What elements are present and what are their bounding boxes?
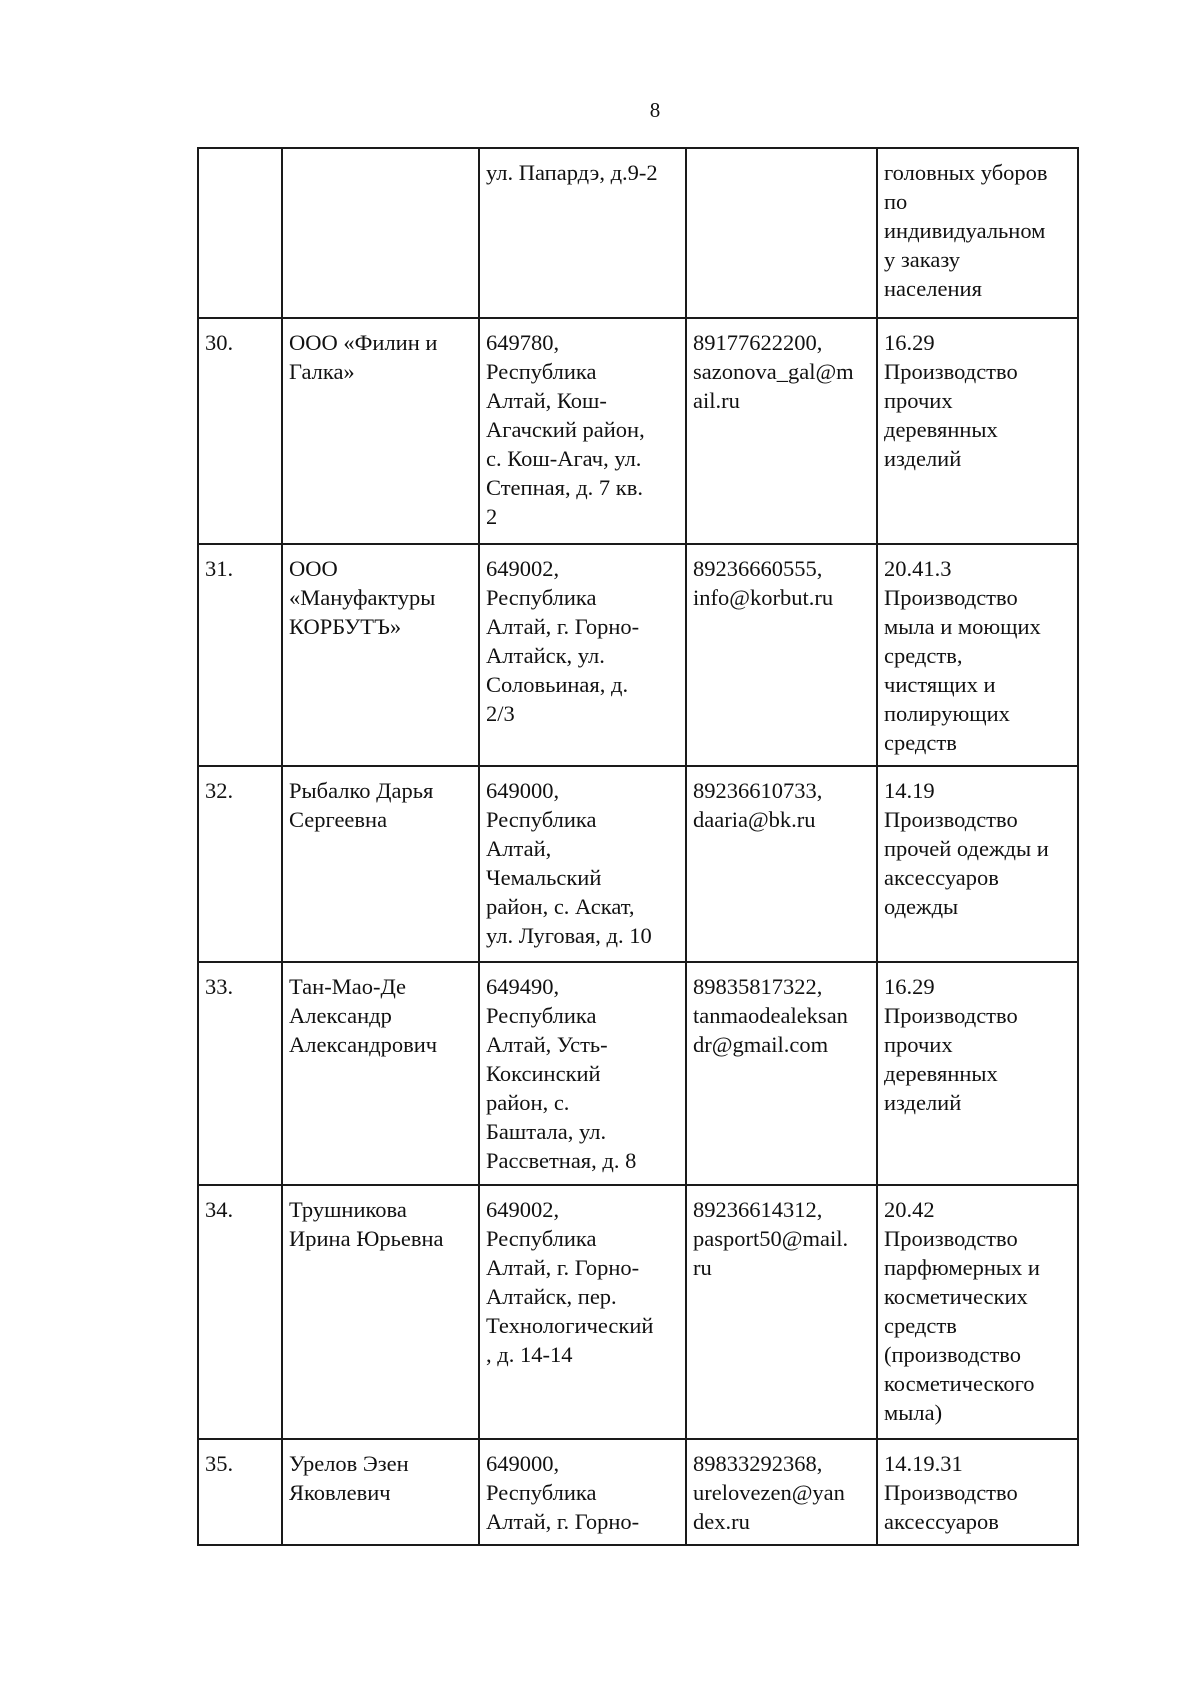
contacts-cell: 89236660555, info@korbut.ru (686, 544, 877, 766)
activity-cell: 20.41.3 Производство мыла и моющих средств, чистящих и полирующих средств (877, 544, 1078, 766)
row-number-cell: 32. (198, 766, 282, 962)
contacts-cell: 89236610733, daaria@bk.ru (686, 766, 877, 962)
activity-cell: 14.19 Производство прочей одежды и аксессуаров одежды (877, 766, 1078, 962)
activity-cell: 16.29 Производство прочих деревянных изделий (877, 318, 1078, 544)
contacts-cell: 89236614312, pasport50@mail. ru (686, 1185, 877, 1439)
contacts-cell: 89835817322, tanmaodealeksan dr@gmail.com (686, 962, 877, 1185)
organization-name-cell: ООО «Филин и Галка» (282, 318, 479, 544)
table-row (198, 1185, 1078, 1439)
table-row (198, 1439, 1078, 1545)
row-number-cell: 35. (198, 1439, 282, 1545)
table-row (198, 148, 1078, 318)
row-number-cell: 31. (198, 544, 282, 766)
address-cell: 649002, Республика Алтай, г. Горно- Алтайск, пер. Технологический , д. 14-14 (479, 1185, 686, 1439)
organization-name-cell: Трушникова Ирина Юрьевна (282, 1185, 479, 1439)
activity-cell: 20.42 Производство парфюмерных и косметических средств (производство косметического мыла) (877, 1185, 1078, 1439)
registry-table (197, 147, 1079, 1546)
activity-cell: 14.19.31 Производство аксессуаров (877, 1439, 1078, 1545)
organization-name-cell (282, 148, 479, 318)
organization-name-cell: Тан-Мао-Де Александр Александрович (282, 962, 479, 1185)
contacts-cell: 89833292368, urelovezen@yan dex.ru (686, 1439, 877, 1545)
table-row (198, 962, 1078, 1185)
address-cell: ул. Папардэ, д.9-2 (479, 148, 686, 318)
organization-name-cell: Рыбалко Дарья Сергеевна (282, 766, 479, 962)
row-number-cell: 34. (198, 1185, 282, 1439)
address-cell: 649780, Республика Алтай, Кош- Агачский район, с. Кош-Агач, ул. Степная, д. 7 кв. 2 (479, 318, 686, 544)
address-cell: 649002, Республика Алтай, г. Горно- Алтайск, ул. Соловьиная, д. 2/3 (479, 544, 686, 766)
contacts-cell (686, 148, 877, 318)
page-number: 8 (649, 98, 661, 122)
contacts-cell: 89177622200, sazonova_gal@m ail.ru (686, 318, 877, 544)
address-cell: 649000, Республика Алтай, г. Горно- (479, 1439, 686, 1545)
organization-name-cell: Урелов Эзен Яковлевич (282, 1439, 479, 1545)
table-row (198, 766, 1078, 962)
activity-cell: 16.29 Производство прочих деревянных изделий (877, 962, 1078, 1185)
organization-name-cell: ООО «Мануфактуры КОРБУТЪ» (282, 544, 479, 766)
row-number-cell: 33. (198, 962, 282, 1185)
table-row (198, 544, 1078, 766)
table-row (198, 318, 1078, 544)
address-cell: 649000, Республика Алтай, Чемальский район, с. Аскат, ул. Луговая, д. 10 (479, 766, 686, 962)
activity-cell: головных уборов по индивидуальном у заказу населения (877, 148, 1078, 318)
address-cell: 649490, Республика Алтай, Усть- Коксинский район, с. Баштала, ул. Рассветная, д. 8 (479, 962, 686, 1185)
row-number-cell (198, 148, 282, 318)
row-number-cell: 30. (198, 318, 282, 544)
